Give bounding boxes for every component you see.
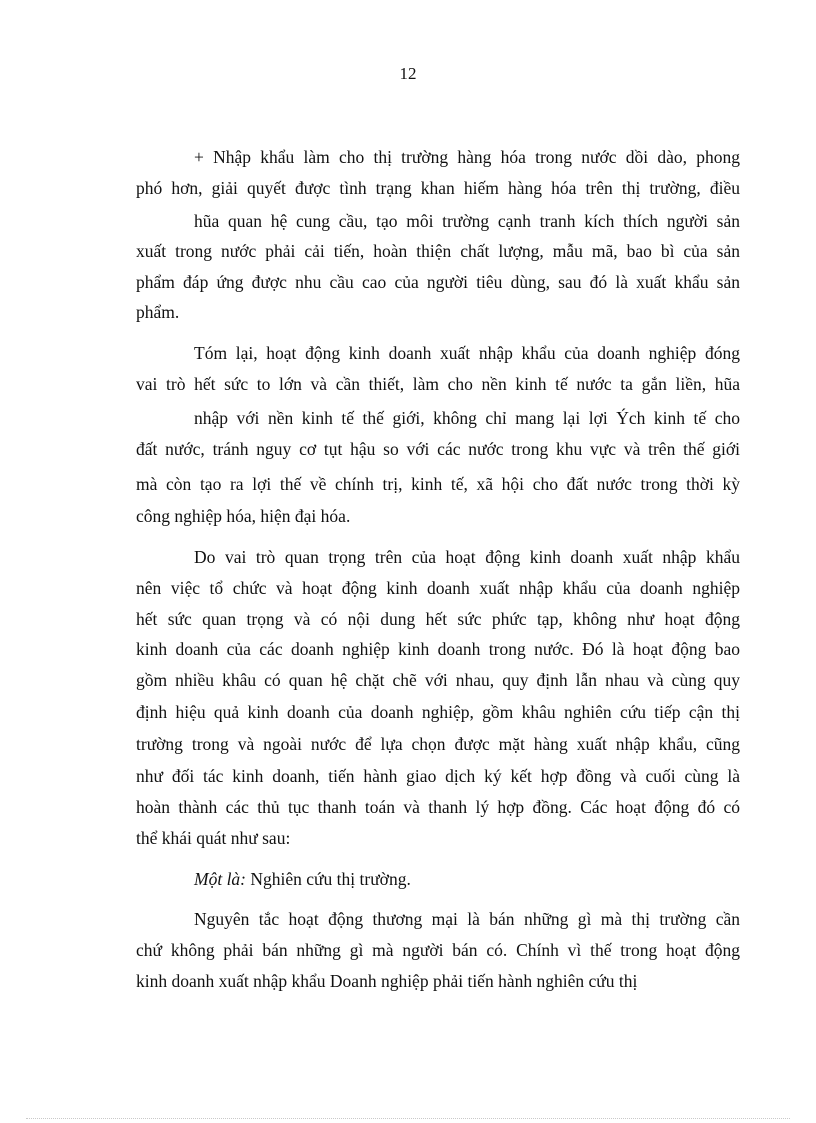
text-line: như đối tác kinh doanh, tiến hành giao dịch ký kết hợp đồng và cuối cùng là bbox=[136, 766, 740, 786]
text-line: trường trong và ngoài nước để lựa chọn được mặt hàng xuất nhập khẩu, cũng bbox=[136, 734, 740, 754]
page-number: 12 bbox=[399, 64, 417, 83]
text-line: Do vai trò quan trọng trên của hoạt động kinh doanh xuất nhập khẩu bbox=[194, 547, 740, 567]
text-line: phẩm đáp ứng được nhu cầu cao của người tiêu dùng, sau đó là xuất khẩu sản bbox=[136, 272, 740, 292]
text-line: + Nhập khẩu làm cho thị trường hàng hóa trong nước dồi dào, phong bbox=[194, 147, 740, 167]
text-line: nhập với nền kinh tế thế giới, không chỉ mang lại lợi Ých kinh tế cho bbox=[194, 408, 740, 428]
text-line: nên việc tổ chức và hoạt động kinh doanh xuất nhập khẩu của doanh nghiệp bbox=[136, 578, 740, 598]
text-line: hũa quan hệ cung cầu, tạo môi trường cạnh tranh kích thích người sản bbox=[194, 211, 740, 231]
text-line: Nguyên tắc hoạt động thương mại là bán những gì mà thị trường cần bbox=[194, 909, 740, 929]
text-line: công nghiệp hóa, hiện đại hóa. bbox=[136, 506, 351, 526]
text-line: xuất trong nước phải cải tiến, hoàn thiện chất lượng, mẫu mã, bao bì của sản bbox=[136, 241, 740, 261]
text-line: thể khái quát như sau: bbox=[136, 828, 291, 848]
text-line: kinh doanh xuất nhập khẩu Doanh nghiệp phải tiến hành nghiên cứu thị bbox=[136, 971, 638, 991]
text-line: mà còn tạo ra lợi thế về chính trị, kinh tế, xã hội cho đất nước trong thời kỳ bbox=[136, 474, 740, 494]
page-bottom-border bbox=[26, 1118, 790, 1119]
text-line: gồm nhiều khâu có quan hệ chặt chẽ với nhau, quy định lẫn nhau và cùng quy bbox=[136, 670, 740, 690]
text-line: chứ không phải bán những gì mà người bán có. Chính vì thế trong hoạt động bbox=[136, 940, 740, 960]
text-line: Tóm lại, hoạt động kinh doanh xuất nhập khẩu của doanh nghiệp đóng bbox=[194, 343, 740, 363]
section-heading bbox=[194, 868, 740, 890]
text-line: phó hơn, giải quyết được tình trạng khan hiếm hàng hóa trên thị trường, điều bbox=[136, 178, 740, 198]
text-line: định hiệu quả kinh doanh của doanh nghiệp, gồm khâu nghiên cứu tiếp cận thị bbox=[136, 702, 740, 722]
text-line: vai trò hết sức to lớn và cần thiết, làm cho nền kinh tế nước ta gắn liền, hũa bbox=[136, 374, 740, 394]
text-line: phẩm. bbox=[136, 302, 180, 322]
text-line: đất nước, tránh nguy cơ tụt hậu so với các nước trong khu vực và trên thế giới bbox=[136, 439, 740, 459]
heading-text: Nghiên cứu thị trường. bbox=[250, 869, 411, 889]
text-line: hết sức quan trọng và có nội dung hết sức phức tạp, không như hoạt động bbox=[136, 609, 740, 629]
heading-prefix: Một là: bbox=[194, 869, 247, 889]
text-line: kinh doanh của các doanh nghiệp kinh doanh trong nước. Đó là hoạt động bao bbox=[136, 639, 740, 659]
text-line: hoàn thành các thủ tục thanh toán và thanh lý hợp đồng. Các hoạt động đó có bbox=[136, 797, 740, 817]
